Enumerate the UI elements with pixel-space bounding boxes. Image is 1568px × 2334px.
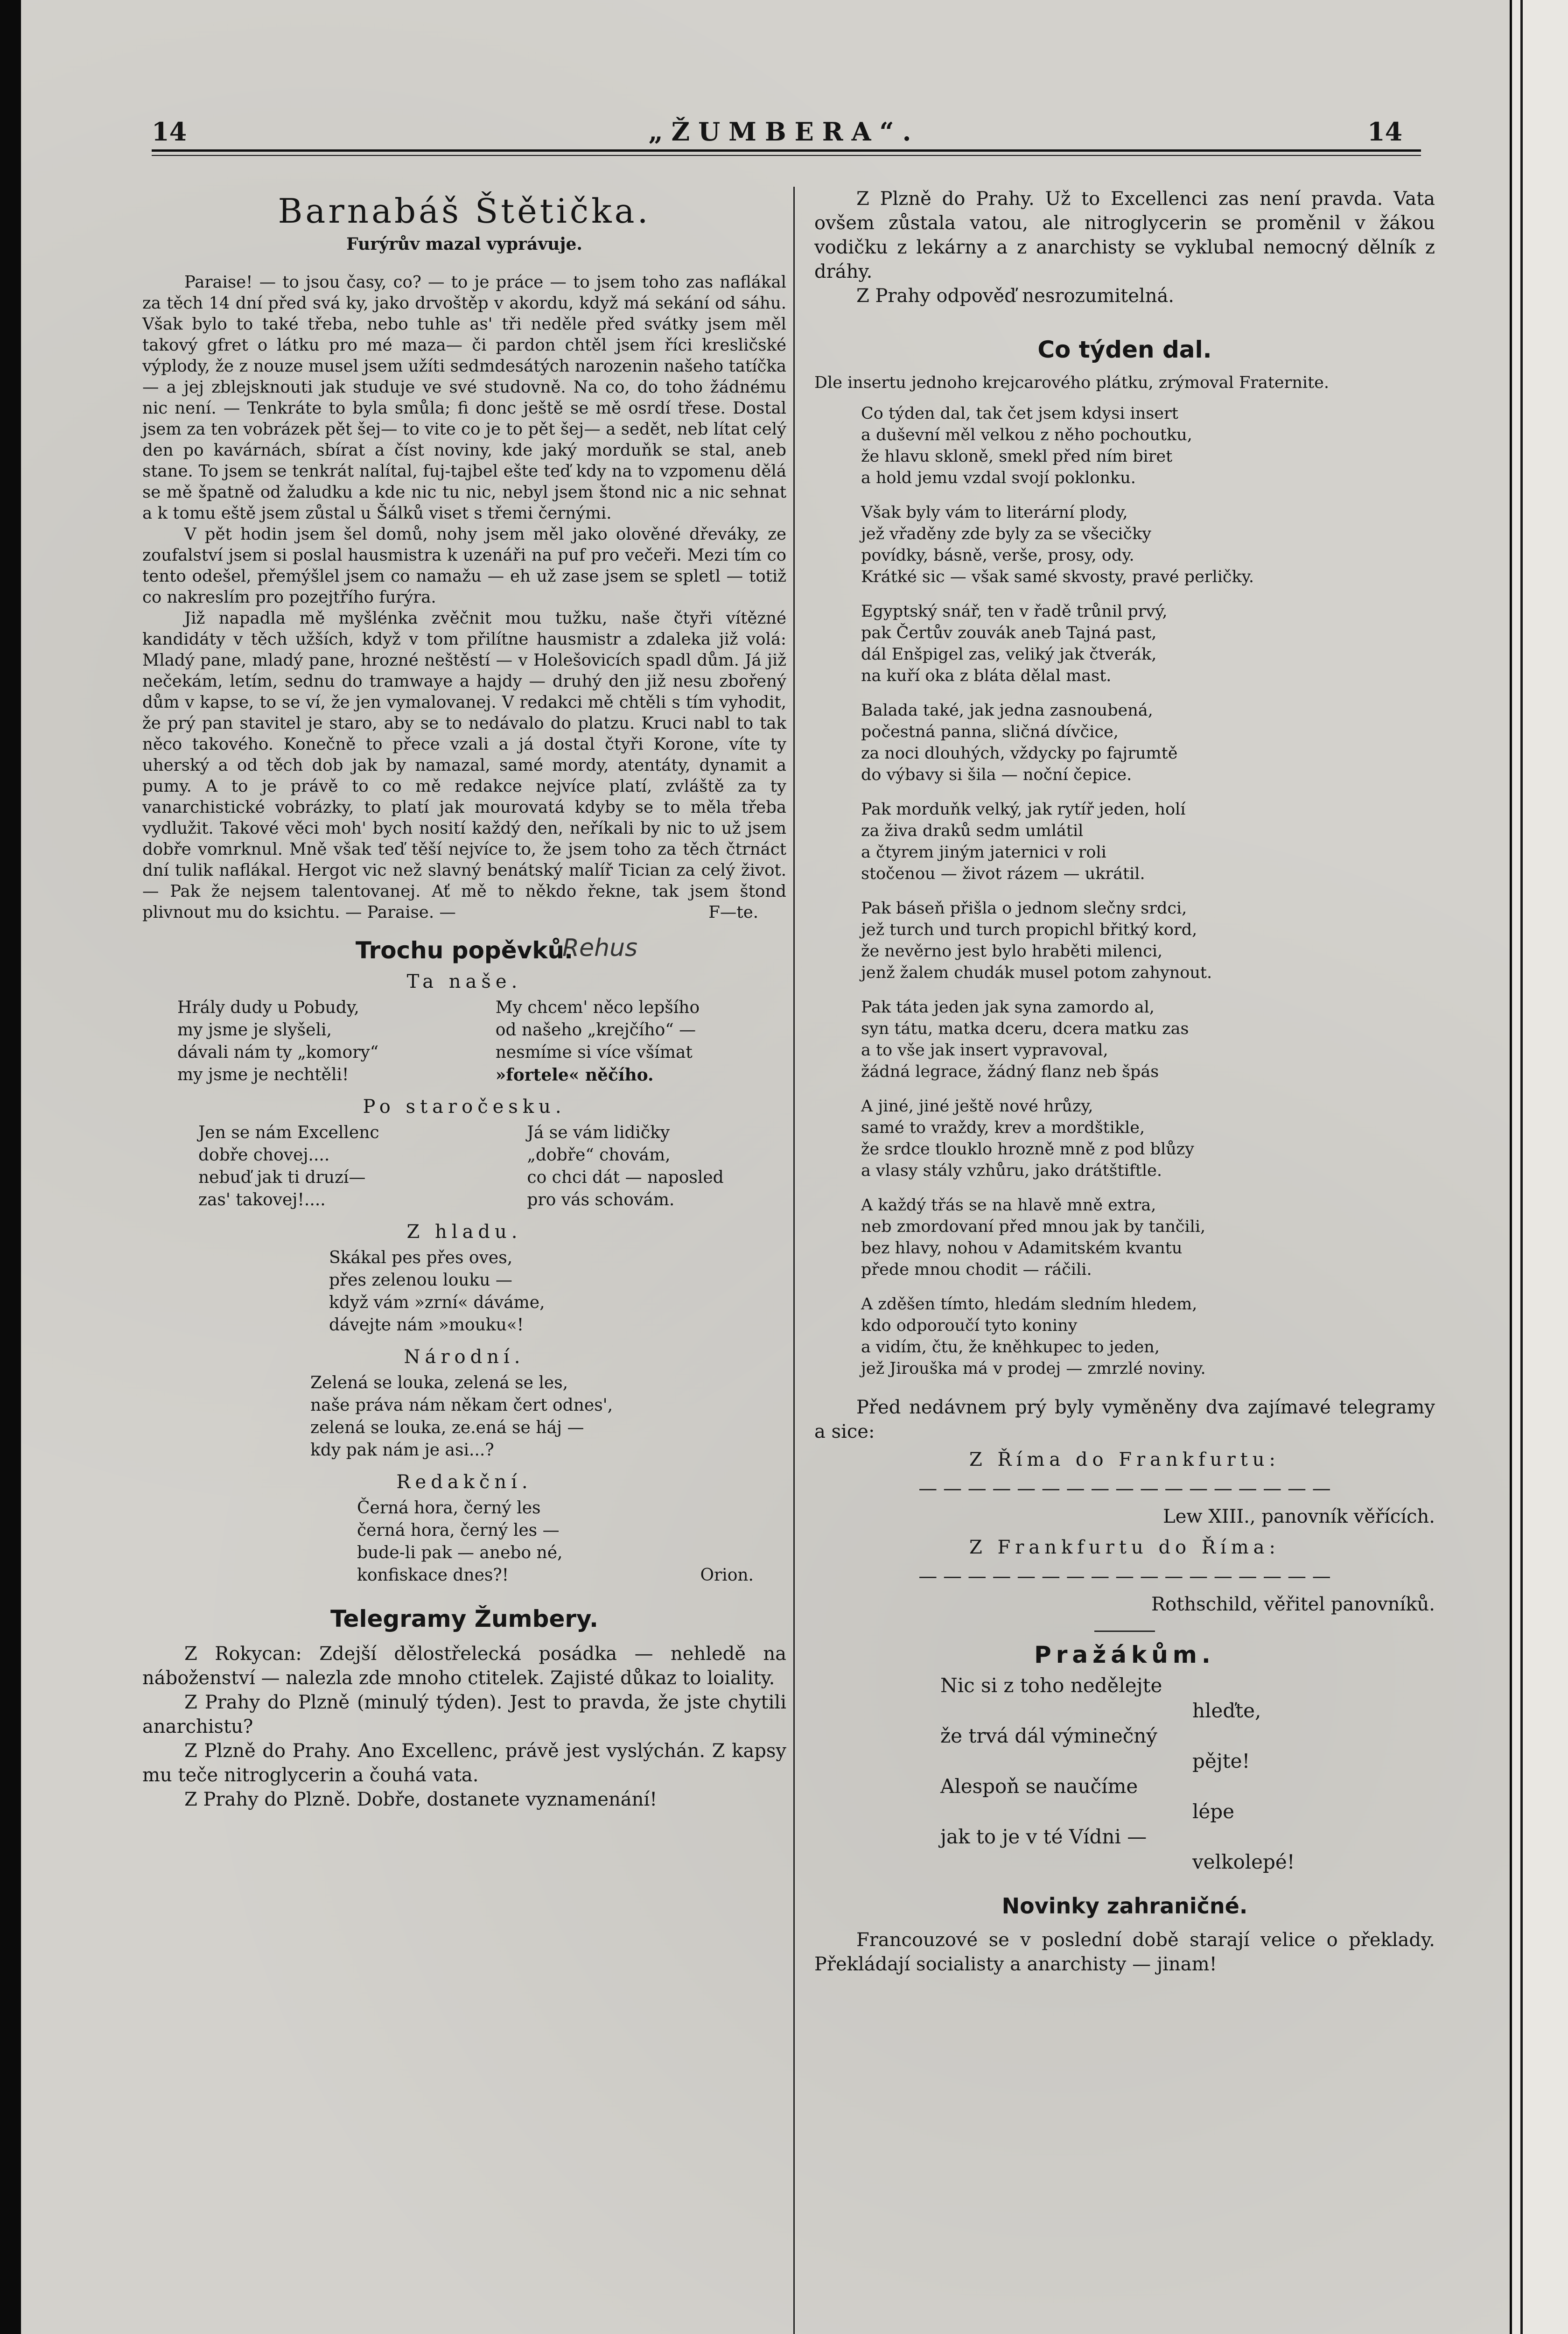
song-line: „dobře“ chovám, xyxy=(527,1146,671,1165)
song-line: zelená se louka, ze.ená se háj — xyxy=(310,1418,584,1437)
verse-line: a to vše jak insert vypravoval, xyxy=(861,1041,1108,1060)
song-1-title: Ta naše. xyxy=(406,971,522,992)
verse-line: pak Čertův zouvák aneb Tajná past, xyxy=(861,624,1157,642)
song-line: když vám »zrní« dáváme, xyxy=(329,1293,545,1312)
verse-line: na kuří oka z bláta dělal mast. xyxy=(861,667,1112,685)
header-rule-thin xyxy=(152,155,1421,156)
song-line: my jsme je slyšeli, xyxy=(177,1020,332,1040)
song-2-title: Po staročesku. xyxy=(363,1096,566,1118)
verse-line: Pak táta jeden jak syna zamordo al, xyxy=(861,998,1155,1017)
song-3-title: Z hladu. xyxy=(406,1221,522,1243)
page-number-right: 14 xyxy=(1367,117,1403,147)
page-header xyxy=(0,112,1568,154)
verse-line: Egyptský snář, ten v řadě trůnil prvý, xyxy=(861,602,1168,621)
telegram-4: Z Prahy do Plzně. Dobře, dostanete vyznamenání! xyxy=(184,1789,658,1810)
song-line: dávejte nám »mouku«! xyxy=(329,1315,524,1335)
article-paragraph-3: Již napadla mě myšlénka zvěčnit mou tužku, naše čtyři vítězné kandidáty v těch užších, když v tom přilítne hausmistr a zdaleka již volá: Mladý pane, mladý pane, hrozné neštěstí — v Holešovicích spadl dům. Já již nečekám, letím, sednu do tramwaye a hajdy — druhý den již nesu zbořený dům v kapse, to se ví, že jen vymalovanej. V redakci mě chtěli s tím vyhodit, že prý pan stavitel je staro, aby se to nedávalo do platzu. Kruci nabl to tak něco takového. Konečně to přece vzali a já dostal čtyři Korone, víte ty uherský a od těch dob jak by namazal, samé mordy, atentáty, dynamit a pumy. A to je právě to co mě redakce nejvíce platí, zvláště za ty vanarchistické vobrázky, to platí jak mourovatá kdyby se to měla třeba vydlužit. Takové věci moh' bych nosití každý den, neříkali by nic to už jsem dobře vomrknul. Mně však teď těší nejvíce to, že jsem toho za těch čtrnáct dní tulik naflákal. Hergot vic než slavný benátský malíř Tician za celý život. — Pak že nejsem talentovanej. Ať mě to někdo řekne, tak jsem štond plivnout mu do ksichtu. — Paraise. — xyxy=(142,609,786,922)
masthead: „ŽUMBERA“. xyxy=(648,117,920,147)
verse-line: přede mnou chodit — ráčili. xyxy=(861,1260,1092,1279)
verse-line: Krátké sic — však samé skvosty, pravé perličky. xyxy=(861,568,1254,586)
poem-line: jak to je v té Vídni — xyxy=(940,1825,1147,1848)
stanza-1 xyxy=(861,403,1435,489)
song-line: my jsme je nechtěli! xyxy=(177,1065,349,1084)
verse-line: A jiné, jiné ještě nové hrůzy, xyxy=(861,1097,1093,1116)
verse-line: žádná legrace, žádný flanz neb špás xyxy=(861,1062,1159,1081)
verse-line: Pak morduňk velký, jak rytíř jeden, holí xyxy=(861,800,1186,819)
verse-line: syn tátu, matka dceru, dcera matku zas xyxy=(861,1019,1189,1038)
poem-line: hleďte, xyxy=(1192,1699,1261,1722)
song-line: Já se vám lidičky xyxy=(527,1123,670,1142)
telegram-signature-1: Lew XIII., panovník věřících. xyxy=(1163,1506,1435,1527)
song-line: nesmíme si více všímat xyxy=(495,1043,693,1062)
verse-line: že hlavu skloně, smekl před ním biret xyxy=(861,447,1173,466)
verse-line: a vlasy stály vzhůru, jako drátštiftle. xyxy=(861,1161,1162,1180)
verse-line: a čtyrem jiným jaternici v roli xyxy=(861,843,1106,862)
verse-line: samé to vraždy, krev a mordštikle, xyxy=(861,1118,1145,1137)
verse-line: dál Enšpigel zas, veliký jak čtverák, xyxy=(861,645,1157,664)
telegram-3: Z Plzně do Prahy. Ano Excellenc, právě jest vyslýchán. Z kapsy mu teče nitroglycerin a čouhá vata. xyxy=(142,1740,786,1786)
telegram-5: Z Plzně do Prahy. Už to Excellenci zas není pravda. Vata ovšem zůstala vatou, ale nitroglycerin se proměnil v žákou vodičku z lekárny a z anarchisty se vyklubal nemocný dělník z dráhy. xyxy=(814,188,1435,282)
telegram-intro: Před nedávnem prý byly vyměněny dva zajímavé telegramy a sice: xyxy=(814,1397,1435,1442)
verse-line: jež vřaděny zde byly za se všecičky xyxy=(861,525,1152,543)
article-subtitle: Furýrův mazal vyprávuje. xyxy=(346,234,582,254)
article-paragraph-1: Paraise! — to jsou časy, co? — to je práce — to jsem toho zas naflákal za těch 14 dní před svá ky, jako drvoštěp v akordu, když má sekání od sáhu. Však bylo to také třeba, nebo tuhle as' tři neděle před svátky jsem měl takový gfret o látku pro mé maza— či pardon chtěl jsem říci kresličské výplody, že z nouze musel jsem užíti sedmdesátých narozenin našeho tatíčka — a jej zblejsknouti jak studuje ve své studovně. Na co, do toho žádnému nic není. — Tenkráte to byla smůla; fi donc ještě se mě osrdí třese. Dostal jsem za ten vobrázek pět šej— to vite co je to pět šej— a sedět, neb lítat celý den po kavárnách, sbírat a číst noviny, kde jaký morduňk se stal, aneb stane. To jsem se tenkrát nalítal, fuj-tajbel ešte teď kdy na to vzpomenu dělá se mě špatně od žaludku a kde nic tu nic, nebyl jsem štond nic a nic sehnat a k tomu eště jsem zůstal u Šálků viset s třemi černými. xyxy=(142,273,786,523)
verse-line: Balada také, jak jedna zasnoubená, xyxy=(861,701,1153,720)
stanza-9 xyxy=(861,1195,1435,1280)
song-line: My chcem' něco lepšího xyxy=(495,998,700,1017)
song-line: přes zelenou louku — xyxy=(329,1271,512,1290)
verse-line: Co týden dal, tak čet jsem kdysi insert xyxy=(861,404,1178,423)
stanza-7 xyxy=(861,997,1435,1083)
telegram-dashes-2: — — — — — — — — — — — — — — — — — xyxy=(918,1566,1331,1587)
song-line: naše práva nám někam čert odnes', xyxy=(310,1396,613,1415)
verse-line: a vidím, čtu, že kněhkupec to jeden, xyxy=(861,1338,1160,1357)
verse-line: bez hlavy, nohou v Adamitském kvantu xyxy=(861,1239,1183,1258)
verse-line: stočenou — život rázem — ukrátil. xyxy=(861,865,1145,883)
verse-line: jenž žalem chudák musel potom zahynout. xyxy=(861,963,1212,982)
song-line: pro vás schovám. xyxy=(527,1190,675,1209)
page-edge-line xyxy=(1520,0,1523,2334)
column-divider xyxy=(793,187,795,2334)
song-line: Hrály dudy u Pobudy, xyxy=(177,998,359,1017)
song-line: černá hora, černý les — xyxy=(357,1521,560,1540)
page-number-left: 14 xyxy=(152,117,187,147)
stanza-2 xyxy=(861,502,1435,588)
poem-signature: Orion. xyxy=(700,1566,754,1585)
song-line: Skákal pes přes oves, xyxy=(329,1248,513,1267)
verse-line: neb zmordovaní před mnou jak by tančili, xyxy=(861,1217,1206,1236)
telegrams-heading: Telegramy Žumbery. xyxy=(330,1605,599,1632)
verse-line: do výbavy si šila — noční čepice. xyxy=(861,766,1132,784)
article-title: Barnabáš Štětička. xyxy=(278,191,651,231)
telegram-heading-1: Z Říma do Frankfurtu: xyxy=(969,1449,1281,1470)
song-line: dávali nám ty „komory“ xyxy=(177,1043,379,1062)
verse-line: a duševní měl velkou z něho pochoutku, xyxy=(861,426,1192,444)
verse-line: za noci dlouhých, vždycky po fajrumtě xyxy=(861,744,1178,763)
verse-line: že srdce tlouklo hrozně mně z pod blůzy xyxy=(861,1140,1194,1159)
song-line: »fortele« něčího. xyxy=(495,1065,654,1085)
verse-line: Pak báseň přišla o jednom slečny srdci, xyxy=(861,899,1187,918)
stanza-3 xyxy=(861,601,1435,687)
poem-line: Alespoň se naučíme xyxy=(940,1775,1138,1798)
song-5-title: Redakční. xyxy=(396,1471,532,1493)
telegram-signature-2: Rothschild, věřitel panovníků. xyxy=(1151,1594,1435,1615)
telegram-6: Z Prahy odpověď nesrozumitelná. xyxy=(856,285,1175,307)
prazakum-heading: Pražákům. xyxy=(1034,1641,1215,1668)
song-line: Černá hora, černý les xyxy=(357,1498,541,1518)
article-paragraph-2: V pět hodin jsem šel domů, nohy jsem měl jako olověné dřeváky, ze zoufalství jsem si poslal hausmistra k uzenáři na puf pro večeři. Mezi tím co tento odešel, přemýšlel jsem co namažu — eh už zase jsem se spletl — totiž co nakreslím pro pozejtřího furýra. xyxy=(142,525,786,607)
song-4-title: Národní. xyxy=(404,1346,525,1368)
telegram-1: Z Rokycan: Zdejší dělostřelecká posádka — nehledě na náboženství — nalezla zde mnoho ctitelek. Zajisté důkaz to loiality. xyxy=(142,1643,786,1689)
news-heading: Novinky zahraničné. xyxy=(1001,1893,1248,1919)
song-line: Zelená se louka, zelená se les, xyxy=(310,1373,568,1392)
week-heading: Co týden dal. xyxy=(1037,336,1212,363)
left-column xyxy=(142,182,786,1812)
right-column xyxy=(814,182,1435,1976)
poem-line: pějte! xyxy=(1192,1750,1250,1772)
verse-line: jež Jirouška má v prodej — zmrzlé noviny. xyxy=(861,1359,1206,1378)
verse-line: jež turch und turch propichl břitký kord, xyxy=(861,921,1197,939)
section-divider xyxy=(1094,1631,1155,1632)
song-line: zas' takovej!.... xyxy=(198,1190,326,1209)
verse-line: počestná panna, sličná dívčice, xyxy=(861,723,1119,741)
verse-line: Však byly vám to literární plody, xyxy=(861,503,1128,522)
verse-line: a hold jemu vzdal svojí poklonku. xyxy=(861,469,1136,487)
poem-line: lépe xyxy=(1192,1800,1235,1823)
article-signature: F—te. xyxy=(708,903,758,922)
telegram-2: Z Prahy do Plzně (minulý týden). Jest to pravda, že jste chytili anarchistu? xyxy=(142,1692,786,1737)
poem-line: velkolepé! xyxy=(1192,1850,1295,1873)
telegram-heading-2: Z Frankfurtu do Říma: xyxy=(969,1537,1281,1558)
stanza-8 xyxy=(861,1096,1435,1181)
handwritten-note: Rehus xyxy=(562,934,638,962)
stanza-6 xyxy=(861,898,1435,984)
news-paragraph: Francouzové se v poslední době starají velice o překlady. Překládají socialisty a anarchisty — jinam! xyxy=(814,1929,1435,1975)
telegram-dashes-1: — — — — — — — — — — — — — — — — — xyxy=(918,1478,1331,1499)
stanza-10 xyxy=(861,1294,1435,1379)
poem-line: Nic si z toho nedělejte xyxy=(940,1674,1162,1697)
song-line: od našeho „krejčího“ — xyxy=(495,1020,696,1040)
song-line: bude-li pak — anebo né, xyxy=(357,1543,563,1562)
verse-line: A zděšen tímto, hledám sledním hledem, xyxy=(861,1295,1197,1314)
song-line: konfiskace dnes?! xyxy=(357,1566,509,1585)
verse-line: A každý třás se na hlavě mně extra, xyxy=(861,1196,1156,1215)
song-line: dobře chovej.... xyxy=(198,1146,330,1165)
verse-line: kdo odporoučí tyto koniny xyxy=(861,1316,1078,1335)
song-line: co chci dát — naposled xyxy=(527,1168,724,1187)
verse-line: za živa draků sedm umlátil xyxy=(861,822,1084,840)
song-line: Jen se nám Excellenc xyxy=(198,1123,379,1142)
stanza-5 xyxy=(861,799,1435,885)
songs-heading: Trochu popěvků. xyxy=(355,937,574,964)
song-line: kdy pak nám je asi...? xyxy=(310,1441,494,1460)
verse-line: že nevěrno jest bylo hraběti milenci, xyxy=(861,942,1163,961)
verse-line: povídky, básně, verše, prosy, ody. xyxy=(861,546,1134,565)
poem-line: že trvá dál výminečný xyxy=(940,1724,1158,1747)
stanza-4 xyxy=(861,700,1435,786)
header-rule xyxy=(152,149,1421,152)
poem-intro: Dle insertu jednoho krejcarového plátku, zrýmoval Fraternite. xyxy=(814,373,1330,392)
song-line: nebuď jak ti druzí— xyxy=(198,1168,366,1187)
